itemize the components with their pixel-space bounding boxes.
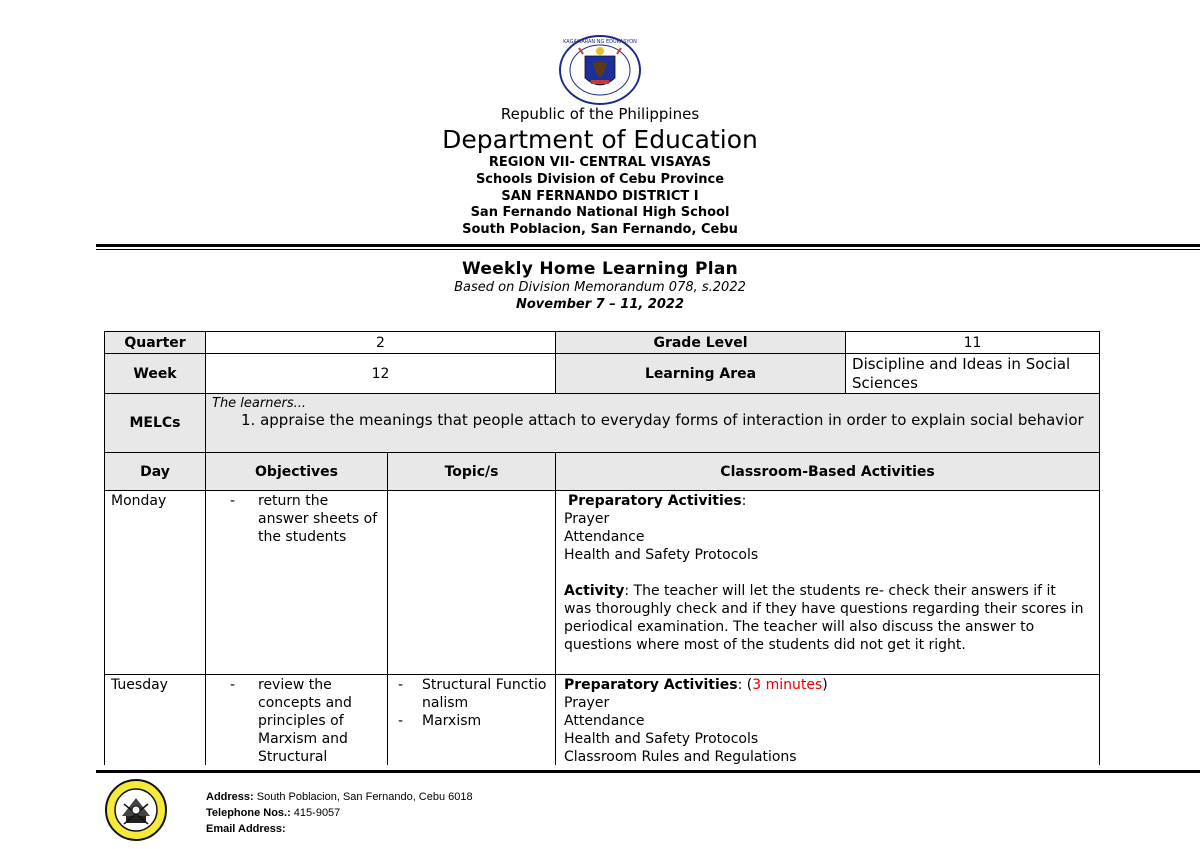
deped-seal-logo	[557, 34, 643, 106]
prep-item: Prayer	[564, 511, 610, 527]
melcs-row	[105, 394, 1100, 453]
learning-plan-table	[104, 331, 1100, 765]
objectives-cell	[206, 675, 388, 766]
prep-label: Preparatory Activities	[568, 493, 742, 509]
plan-subtitle: Based on Division Memorandum 078, s.2022	[454, 280, 746, 295]
school-name: San Fernando National High School	[470, 205, 730, 221]
address-value: South Poblacion, San Fernando, Cebu 6018	[253, 791, 473, 803]
prep-heading	[564, 492, 1085, 510]
plan-date: November 7 – 11, 2022	[515, 297, 685, 312]
prep-time: 3 minutes	[752, 677, 823, 693]
activities-cell	[556, 491, 1100, 675]
school-location: South Poblacion, San Fernando, Cebu	[462, 222, 738, 238]
email-label: Email Address:	[206, 823, 286, 835]
week-value: 12	[206, 354, 556, 394]
col-objectives: Objectives	[206, 453, 388, 491]
svg-text:KAGAWARAN NG EDUKASYON: KAGAWARAN NG EDUKASYON	[563, 39, 637, 45]
learning-area-value: Discipline and Ideas in Social Sciences	[846, 354, 1100, 394]
spacer	[564, 564, 1085, 582]
school-contact	[206, 789, 473, 837]
day-cell: Tuesday	[105, 675, 206, 766]
topics-cell	[388, 675, 556, 766]
prep-suffix: :	[741, 493, 747, 509]
school-seal-logo	[104, 778, 168, 842]
melcs-label: MELCs	[105, 394, 206, 453]
prep-label: Preparatory Activities	[564, 677, 738, 693]
topics-list	[398, 676, 549, 730]
melcs-intro: The learners...	[212, 396, 306, 411]
activities-cell	[556, 675, 1100, 766]
district-text: SAN FERNANDO DISTRICT I	[501, 188, 699, 204]
activity-text: : The teacher will let the students re- check their answers if it was thoroughly check and if they have questions regarding their scores in periodical examination. The teacher will also discuss the answer to questions where most of the students did not get it right.	[564, 583, 1084, 653]
column-header-row	[105, 453, 1100, 491]
quarter-value: 2	[206, 332, 556, 354]
learning-area-label: Learning Area	[556, 354, 846, 394]
prep-item: Attendance	[564, 713, 645, 729]
address-label: Address:	[206, 791, 254, 803]
activity-label: Activity	[564, 583, 625, 599]
topic-item: - Marxism	[398, 712, 549, 730]
email-line	[206, 821, 473, 837]
plan-title: Weekly Home Learning Plan	[461, 259, 739, 279]
prep-item: Health and Safety Protocols	[564, 547, 759, 563]
telephone-value: 415-9057	[290, 807, 341, 819]
topic-item: - Structural Functionalism	[398, 676, 549, 712]
header-divider	[96, 244, 1200, 247]
week-label: Week	[105, 354, 206, 394]
republic-text: Republic of the Philippines	[500, 105, 700, 123]
prep-heading: Preparatory Activities: (3 minutes)	[564, 677, 828, 693]
topics-cell	[388, 491, 556, 675]
telephone-label: Telephone Nos.:	[206, 807, 291, 819]
grade-level-label: Grade Level	[556, 332, 846, 354]
objectives-cell	[206, 491, 388, 675]
letterhead	[0, 104, 1200, 239]
objectives-list	[206, 492, 381, 546]
col-day: Day	[105, 453, 206, 491]
prep-item: Attendance	[564, 529, 645, 545]
region-text: REGION VII- CENTRAL VISAYAS	[488, 155, 712, 170]
col-topics: Topic/s	[388, 453, 556, 491]
activity-paragraph	[564, 582, 1085, 654]
col-activities: Classroom-Based Activities	[556, 453, 1100, 491]
grade-level-value: 11	[846, 332, 1100, 354]
melcs-content	[206, 394, 1100, 453]
header-divider-thin	[96, 249, 1200, 250]
quarter-label: Quarter	[105, 332, 206, 354]
footer-divider	[96, 770, 1200, 773]
table-row-monday	[105, 491, 1100, 675]
prep-item: Health and Safety Protocols	[564, 731, 759, 747]
objective-item: - review the concepts and principles of Marxism and Structural	[206, 676, 381, 765]
department-title: Department of Education	[442, 125, 758, 154]
objectives-list	[206, 676, 381, 765]
prep-item: Prayer	[564, 695, 610, 711]
week-row	[105, 354, 1100, 394]
division-text: Schools Division of Cebu Province	[475, 171, 725, 187]
table-row-tuesday	[105, 675, 1100, 766]
prep-item: Classroom Rules and Regulations	[564, 749, 797, 765]
telephone-line	[206, 805, 473, 821]
quarter-row	[105, 332, 1100, 354]
melcs-item: 1. appraise the meanings that people attach to everyday forms of interaction in order to explain social behavior	[241, 411, 1084, 429]
day-cell: Monday	[105, 491, 206, 675]
objective-item: - return the answer sheets of the students	[206, 492, 381, 546]
address-line	[206, 789, 473, 805]
